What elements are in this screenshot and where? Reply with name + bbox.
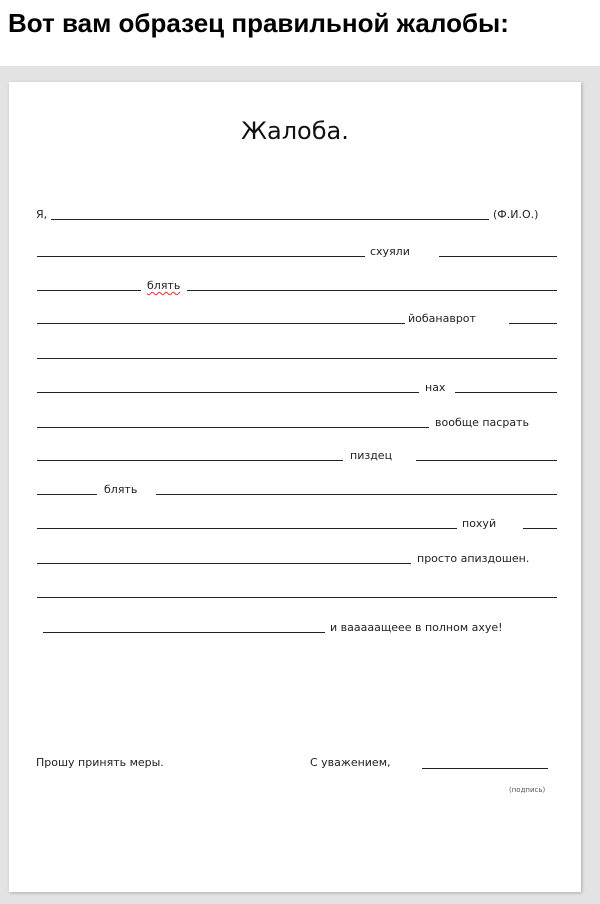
text-row-10: похуй <box>462 517 497 530</box>
fill-line <box>37 528 457 529</box>
fill-line <box>37 358 557 359</box>
fill-line <box>37 256 365 257</box>
text-row-2: схуяли <box>370 245 410 258</box>
text-row-6: нах <box>425 381 446 394</box>
fill-line <box>37 323 405 324</box>
fill-line <box>523 528 557 529</box>
signature-line <box>422 768 548 769</box>
signature-caption: (подпись) <box>509 786 546 794</box>
fill-line <box>37 563 411 564</box>
fill-line <box>37 597 557 598</box>
fill-line <box>37 494 97 495</box>
fill-line <box>51 219 489 220</box>
text-row-4: йобанаврот <box>408 312 476 325</box>
fill-line <box>37 290 141 291</box>
fill-line <box>455 392 557 393</box>
regards-text: С уважением, <box>310 756 391 769</box>
text-row-7: вообще пасрать <box>435 416 529 429</box>
fill-line <box>187 290 557 291</box>
text-row-8: пиздец <box>350 449 393 462</box>
text-ya: Я, <box>36 208 48 221</box>
fill-line <box>156 494 557 495</box>
fill-line <box>37 392 419 393</box>
fill-line <box>37 460 343 461</box>
fill-line <box>37 427 429 428</box>
header <box>0 0 600 66</box>
document-title: Жалоба. <box>241 117 349 145</box>
fill-line <box>439 256 557 257</box>
fill-line <box>43 632 325 633</box>
text-row-11: просто апиздошен. <box>417 552 530 565</box>
text-fio: (Ф.И.О.) <box>493 208 539 221</box>
request-text: Прошу принять меры. <box>36 756 164 769</box>
text-row-9: блять <box>104 483 138 496</box>
header-title: Вот вам образец правильной жалобы: <box>8 8 509 38</box>
fill-line <box>416 460 557 461</box>
text-row-3: блять <box>147 279 181 292</box>
text-row-13: и вааааащеее в полном ахуе! <box>330 621 503 634</box>
fill-line <box>509 323 557 324</box>
document-page <box>9 82 581 892</box>
